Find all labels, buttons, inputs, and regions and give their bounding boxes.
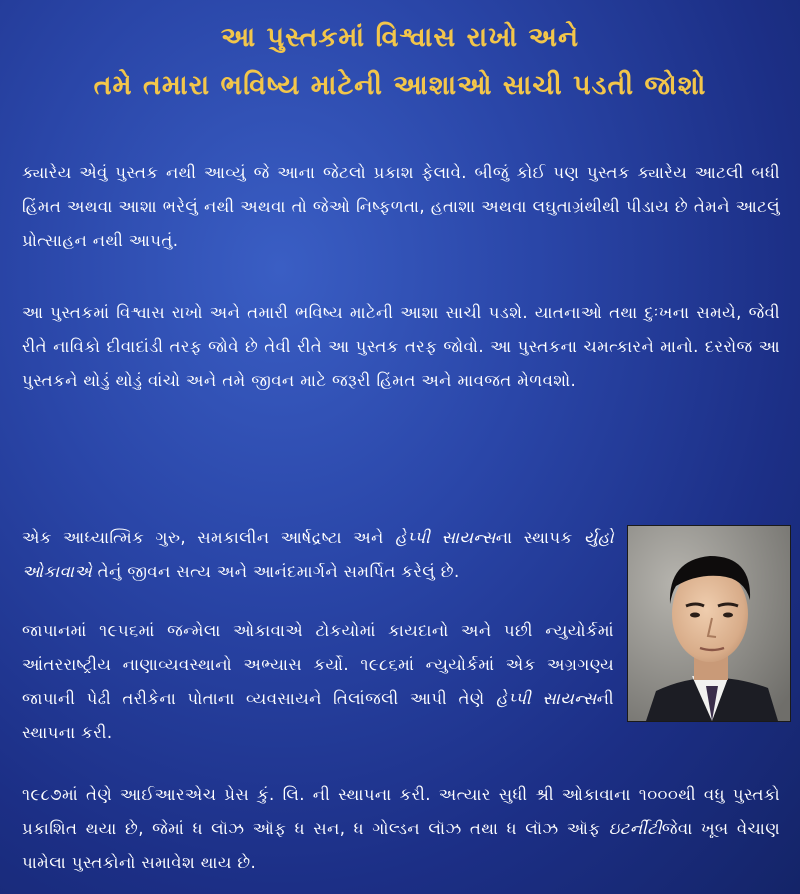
author-intro-text-3: તેનું જીવન સત્ય અને આનંદમાર્ગને સમર્પિત કરેલું છે.	[92, 562, 460, 581]
author-biography-2-text: ૧૯૮૭માં તેણે આઈઆરએચ પ્રેસ કું. લિ. ની સ્થાપના કરી. અત્યાર સુધી શ્રી ઓકાવાના ૧૦૦૦થી વધુ પુસ્તકો પ્રકાશિત થયા છે, જેમાં ધ લૉઝ ઑફ ધ સન, ધ ગોલ્ડન લૉઝ તથા ધ લૉઝ ઑફ	[22, 785, 780, 838]
headline	[0, 14, 800, 110]
happy-science-name: હેપ્પી સાયન્સ	[395, 528, 496, 547]
author-photo	[627, 525, 791, 722]
paragraph-book-trust: આ પુસ્તકમાં વિશ્વાસ રાખો અને તમારી ભવિષ્ય માટેની આશા સાચી પડશે. યાતનાઓ તથા દુઃખના સમયે, જેવી રીતે નાવિકો દીવાદાંડી તરફ જોવે છે તેવી રીતે આ પુસ્તક તરફ જોવો. આ પુસ્તકના ચમત્કારને માનો. દરરોજ આ પુસ્તકને થોડું થોડું વાંચો અને તમે જીવન માટે જરૂરી હિંમત અને માવજત મેળવશો.	[22, 303, 780, 390]
happy-science-name: હેપ્પી સાયન્સ	[495, 689, 597, 708]
author-intro-text-2: ના સ્થાપક	[495, 528, 584, 547]
headline-line-2: તમે તમારા ભવિષ્ય માટેની આશાઓ સાચી પડતી જોશો	[93, 70, 707, 101]
book-title-eternity: ઇટર્નીટી	[608, 819, 662, 838]
paragraph-book-description: ક્યારેય એવું પુસ્તક નથી આવ્યું જે આના જેટલો પ્રકાશ ફેલાવે. બીજું કોઈ પણ પુસ્તક ક્યારેય આટલી બધી હિંમત અથવા આશા ભરેલું નથી અથવા તો જેઓ નિષ્ફળતા, હતાશા અથવા લઘુતાગ્રંથીથી પીડાય છે તેમને આટલું પ્રોત્સાહન નથી આપતું.	[22, 163, 780, 250]
author-biography-2	[22, 778, 780, 880]
author-biography-1-text: જાપાનમાં ૧૯૫૬માં જન્મેલા ઓકાવાએ ટોકયોમાં કાયદાનો અને પછી ન્યુયોર્કમાં આંતરરાષ્ટ્રીય નાણાવ્યવસ્થાનો અભ્યાસ કર્યો. ૧૯૮૬માં ન્યુયોર્કમાં એક અગ્રગણ્ય જાપાની પેઢી તરીકેના પોતાના વ્યવસાયને તિલાંજલી આપી તેણે	[22, 621, 614, 708]
headline-line-1: આ પુસ્તકમાં વિશ્વાસ રાખો અને	[220, 22, 580, 53]
author-biography-2-ending: જેવા ખૂબ વેચાણ પામેલા પુસ્તકોનો સમાવેશ થાય છે.	[22, 819, 780, 872]
author-intro	[22, 521, 614, 589]
author-name: ર્યુહો ઓકાવાએ	[22, 528, 614, 581]
author-biography-1-ending: ની સ્થાપના કરી.	[22, 689, 614, 742]
author-intro-text-1: એક આધ્યાત્મિક ગુરુ, સમકાલીન આર્ષદ્રષ્ટા અને	[22, 528, 396, 547]
author-biography-1	[22, 614, 614, 750]
